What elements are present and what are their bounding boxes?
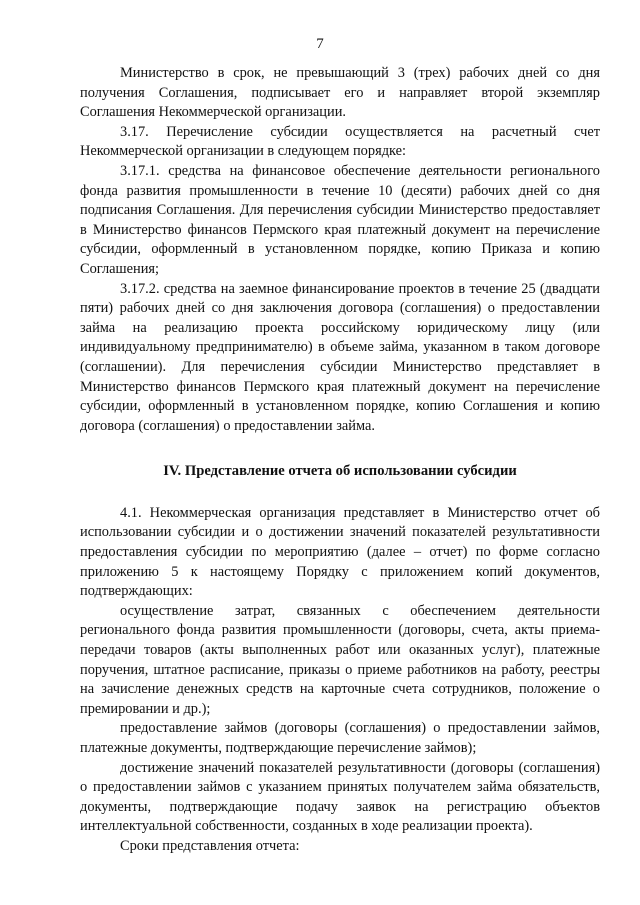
paragraph-costs: осуществление затрат, связанных с обеспечением деятельности регионального фонда развития промышленности (договоры, счета, акты приема-передачи товаров (акты выполненных работ или оказанных услуг), платежные поручения, штатное расписание, приказы о приеме работников на работу, реестры на зачисление денежных средств на карточные счета сотрудников, положение о премировании и др.);: [80, 602, 600, 717]
paragraph-4-1: 4.1. Некоммерческая организация представляет в Министерство отчет об использовании субсидии и о достижении значений показателей результативности предоставления субсидии по мероприятию (далее – отчет) по форме согласно приложению 5 к настоящему Порядку с приложением копий документов, подтверждающих:: [80, 504, 600, 600]
document-body: [80, 64, 600, 857]
paragraph-3-17-2: 3.17.2. средства на заемное финансирование проектов в течение 25 (двадцати пяти) рабочих дней со дня заключения договора (соглашения) о предоставлении займа на реализацию проекта российскому юридическому лицу (или индивидуальному предпринимателю) в объеме займа, указанном в таком договоре (соглашении). Для перечисления субсидии Министерство представляет в Министерство финансов Пермского края платежный документ на перечисление субсидии, оформленный в установленном порядке, копию Соглашения и копию договора (соглашения) о предоставлении займа.: [80, 280, 600, 434]
paragraph-loans: предоставление займов (договоры (соглашения) о предоставлении займов, платежные документы, подтверждающие перечисление займов);: [80, 720, 600, 756]
paragraph-3-17: 3.17. Перечисление субсидии осуществляется на расчетный счет Некоммерческой организации в следующем порядке:: [80, 123, 600, 160]
paragraph-report-deadlines: Сроки представления отчета:: [120, 837, 300, 854]
page-number: 7: [316, 36, 324, 52]
section-heading: IV. Представление отчета об использовании субсидии: [163, 463, 517, 480]
paragraph-signing-term: Министерство в срок, не превышающий 3 (трех) рабочих дней со дня получения Соглашения, подписывает его и направляет второй экземпляр Соглашения Некоммерческой организации.: [80, 65, 600, 121]
paragraph-indicators: достижение значений показателей результативности (договоры (соглашения) о предоставлении займов с указанием принятых получателем займа обязательств, документы, подтверждающие подачу заявок на регистрацию объектов интеллектуальной собственности, созданных в ходе реализации проекта).: [80, 759, 600, 835]
paragraph-3-17-1: 3.17.1. средства на финансовое обеспечение деятельности регионального фонда развития промышленности в течение 10 (десяти) рабочих дней со дня подписания Соглашения. Для перечисления субсидии Министерство предоставляет в Министерство финансов Пермского края платежный документ на перечисление субсидии, оформленный в установленном порядке, копию Приказа и копию Соглашения;: [80, 162, 600, 277]
